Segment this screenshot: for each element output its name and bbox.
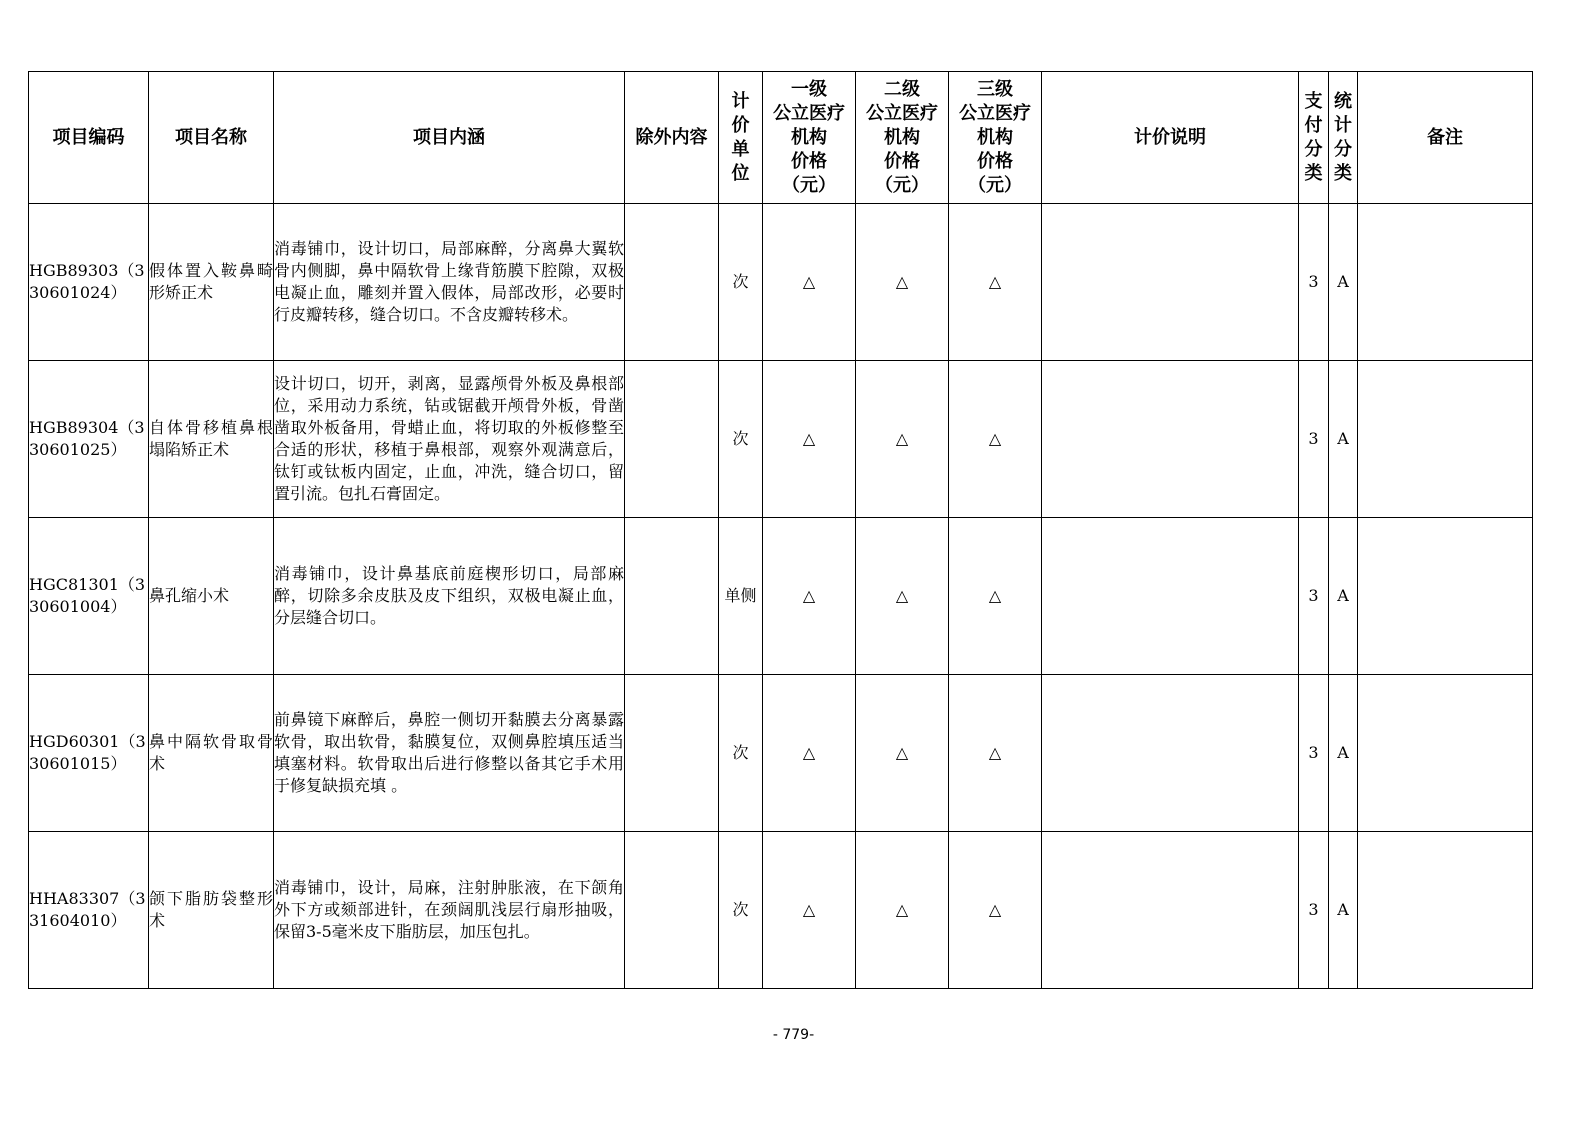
header-level2-line: （元）	[875, 174, 929, 196]
table-row	[29, 204, 1533, 361]
price-table	[28, 71, 1533, 989]
item-remarks	[1358, 832, 1533, 989]
item-price-level2: △	[856, 832, 949, 989]
item-price-level1: △	[763, 361, 856, 518]
item-stat-category: A	[1329, 518, 1358, 675]
header-level2-line: 二级	[884, 78, 920, 100]
item-stat-category: A	[1329, 675, 1358, 832]
item-stat-category: A	[1329, 832, 1358, 989]
item-price-level3: △	[949, 361, 1042, 518]
item-name: 自体骨移植鼻根塌陷矫正术	[149, 361, 274, 518]
item-payment-category: 3	[1299, 518, 1329, 675]
item-price-level3: △	[949, 832, 1042, 989]
header-level3-price	[949, 72, 1042, 204]
item-price-level3: △	[949, 518, 1042, 675]
item-stat-category: A	[1329, 361, 1358, 518]
item-exclusions	[625, 675, 719, 832]
item-payment-category: 3	[1299, 832, 1329, 989]
item-unit: 次	[719, 361, 763, 518]
item-exclusions	[625, 518, 719, 675]
item-price-level1: △	[763, 832, 856, 989]
item-code: HGD60301（330601015）	[29, 675, 149, 832]
header-name: 项目名称	[149, 72, 274, 204]
item-unit: 单侧	[719, 518, 763, 675]
item-exclusions	[625, 361, 719, 518]
header-level1-line: 价格	[791, 150, 827, 172]
item-code: HGB89304（330601025）	[29, 361, 149, 518]
item-code: HGC81301（330601004）	[29, 518, 149, 675]
header-level3-line: （元）	[968, 174, 1022, 196]
item-payment-category: 3	[1299, 675, 1329, 832]
page-number: - 779-	[772, 1027, 815, 1043]
header-level3-line: 机构	[977, 126, 1013, 148]
item-content: 设计切口，切开，剥离，显露颅骨外板及鼻根部位，采用动力系统，钻或锯截开颅骨外板，骨凿凿取外板备用，骨蜡止血，将切取的外板修整至合适的形状，移植于鼻根部，观察外观满意后，钛钉或钛板内固定，止血，冲洗，缝合切口，留置引流。包扎石膏固定。	[274, 361, 625, 518]
header-exclusions: 除外内容	[625, 72, 719, 204]
table-row	[29, 832, 1533, 989]
item-price-level2: △	[856, 518, 949, 675]
item-payment-category: 3	[1299, 361, 1329, 518]
header-payment-category	[1299, 72, 1329, 204]
item-content: 前鼻镜下麻醉后，鼻腔一侧切开黏膜去分离暴露软骨，取出软骨，黏膜复位，双侧鼻腔填压适当填塞材料。软骨取出后进行修整以备其它手术用于修复缺损充填 。	[274, 675, 625, 832]
item-price-level3: △	[949, 204, 1042, 361]
table-row	[29, 361, 1533, 518]
item-pricing-note	[1042, 361, 1299, 518]
item-price-level1: △	[763, 675, 856, 832]
item-exclusions	[625, 204, 719, 361]
item-content: 消毒铺巾，设计切口，局部麻醉，分离鼻大翼软骨内侧脚，鼻中隔软骨上缘背筋膜下腔隙，双极电凝止血，雕刻并置入假体，局部改形，必要时行皮瓣转移，缝合切口。不含皮瓣转移术。	[274, 204, 625, 361]
header-level1-price	[763, 72, 856, 204]
item-content: 消毒铺巾，设计，局麻，注射肿胀液，在下颌角外下方或颏部进针，在颈阔肌浅层行扇形抽吸，保留3-5毫米皮下脂肪层，加压包扎。	[274, 832, 625, 989]
item-pricing-note	[1042, 832, 1299, 989]
item-price-level2: △	[856, 204, 949, 361]
table-row	[29, 518, 1533, 675]
header-row	[29, 72, 1533, 204]
item-price-level2: △	[856, 675, 949, 832]
item-code: HHA83307（331604010）	[29, 832, 149, 989]
item-name: 颌下脂肪袋整形术	[149, 832, 274, 989]
item-pricing-note	[1042, 518, 1299, 675]
item-payment-category: 3	[1299, 204, 1329, 361]
item-pricing-note	[1042, 675, 1299, 832]
header-stat-category-text: 统计分类	[1333, 90, 1352, 184]
item-name: 鼻中隔软骨取骨术	[149, 675, 274, 832]
item-exclusions	[625, 832, 719, 989]
header-level1-line: 一级	[791, 78, 827, 100]
header-stat-category	[1329, 72, 1358, 204]
item-price-level1: △	[763, 518, 856, 675]
item-unit: 次	[719, 204, 763, 361]
header-level2-line: 机构	[884, 126, 920, 148]
item-stat-category: A	[1329, 204, 1358, 361]
header-remarks: 备注	[1358, 72, 1533, 204]
header-level3-line: 三级	[977, 78, 1013, 100]
header-unit	[719, 72, 763, 204]
header-code: 项目编码	[29, 72, 149, 204]
header-level2-price	[856, 72, 949, 204]
header-level1-line: （元）	[782, 174, 836, 196]
item-price-level2: △	[856, 361, 949, 518]
header-unit-text: 计价单位	[731, 90, 750, 184]
header-level2-line: 公立医疗	[866, 102, 938, 124]
item-price-level1: △	[763, 204, 856, 361]
header-level1-line: 公立医疗	[773, 102, 845, 124]
item-content: 消毒铺巾，设计鼻基底前庭楔形切口，局部麻醉，切除多余皮肤及皮下组织，双极电凝止血，分层缝合切口。	[274, 518, 625, 675]
header-pricing-note: 计价说明	[1042, 72, 1299, 204]
item-code: HGB89303（330601024）	[29, 204, 149, 361]
item-remarks	[1358, 361, 1533, 518]
item-unit: 次	[719, 675, 763, 832]
item-remarks	[1358, 518, 1533, 675]
header-level1-line: 机构	[791, 126, 827, 148]
header-payment-category-text: 支付分类	[1304, 90, 1323, 184]
item-remarks	[1358, 204, 1533, 361]
item-pricing-note	[1042, 204, 1299, 361]
header-level2-line: 价格	[884, 150, 920, 172]
header-content: 项目内涵	[274, 72, 625, 204]
header-level3-line: 公立医疗	[959, 102, 1031, 124]
table-row	[29, 675, 1533, 832]
item-name: 假体置入鞍鼻畸形矫正术	[149, 204, 274, 361]
header-level3-line: 价格	[977, 150, 1013, 172]
item-name: 鼻孔缩小术	[149, 518, 274, 675]
item-unit: 次	[719, 832, 763, 989]
item-price-level3: △	[949, 675, 1042, 832]
item-remarks	[1358, 675, 1533, 832]
